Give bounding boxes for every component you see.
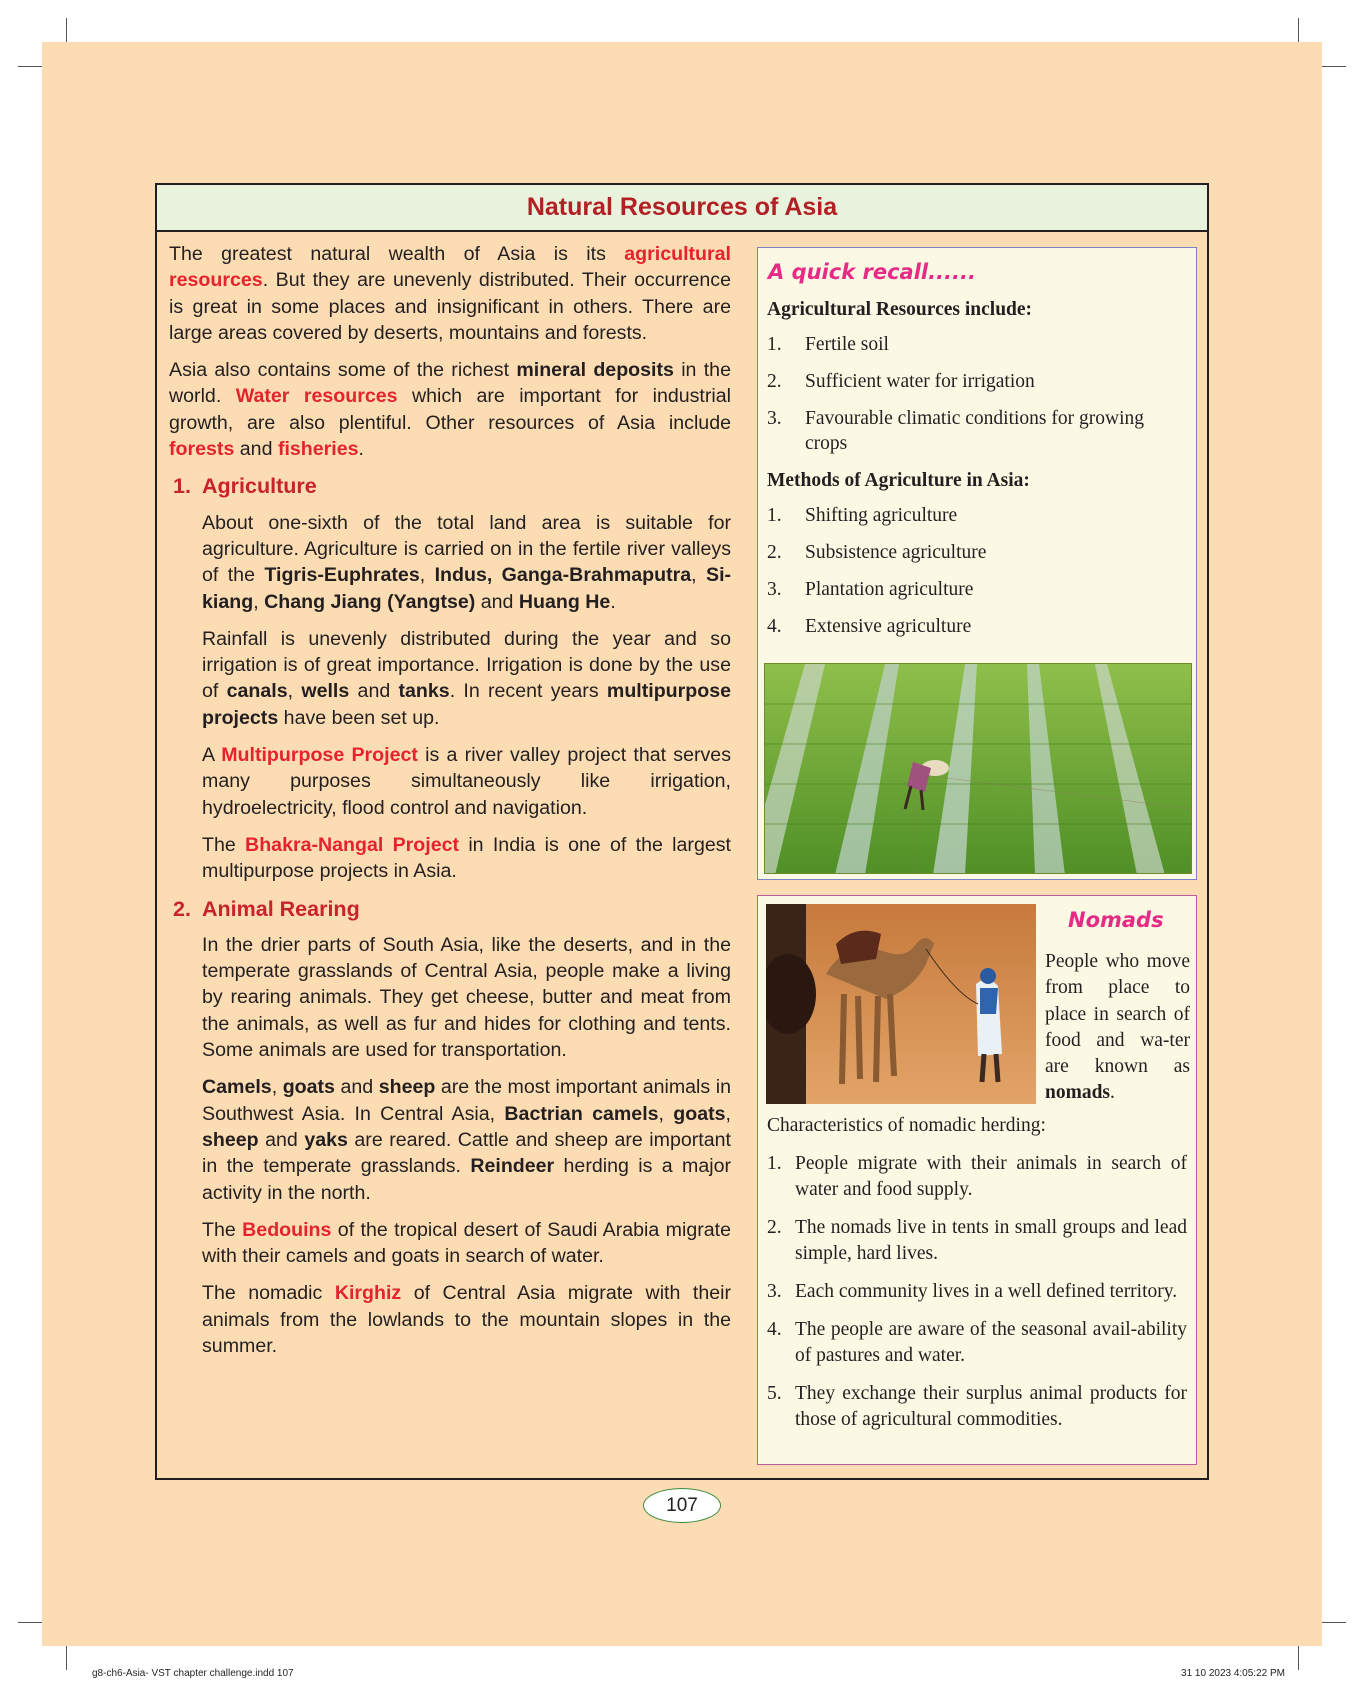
characteristics-list <box>767 1151 1187 1433</box>
rice-field-photo <box>764 663 1192 874</box>
list-item: 1. People migrate with their animals in search of water and food supply. <box>767 1153 1187 1200</box>
page-number: 107 <box>643 1488 721 1523</box>
list-item: 1. Fertile soil <box>767 334 889 355</box>
list-item: 2. Sufficient water for irrigation <box>767 371 1035 392</box>
crop-mark <box>66 1646 67 1670</box>
characteristics-intro: Characteristics of nomadic herding: <box>767 1115 1046 1136</box>
quick-recall-box <box>757 247 1197 880</box>
methods-heading: Methods of Agriculture in Asia: <box>767 470 1030 491</box>
list-item: 3. Plantation agriculture <box>767 579 974 600</box>
animal-rearing-paragraph: Camels, goats and sheep are the most important animals in Southwest Asia. In Central Asia, Bactrian camels, goats, sheep and yaks are reared. Cattle and sheep are important in the temperate grasslands. Reindeer herding is a major activity in the north. <box>202 1076 731 1204</box>
resources-heading: Agricultural Resources include: <box>767 299 1033 320</box>
main-text-column <box>169 241 731 1370</box>
intro-paragraph: Asia also contains some of the richest mineral deposits in the world. Water resources which are important for industrial growth, are also plentiful. Other resources of Asia include forests and fisheries. <box>169 359 732 461</box>
crop-mark <box>1298 1646 1299 1670</box>
list-item: 3. Favourable climatic conditions for growing crops <box>767 408 1145 454</box>
quick-recall-title: A quick recall...... <box>768 260 976 284</box>
list-item: 5. They exchange their surplus animal products for those of agricultural commodities. <box>767 1383 1187 1430</box>
list-item: 3. Each community lives in a well defined territory. <box>767 1281 1178 1302</box>
resources-list <box>767 332 1187 456</box>
title-bar <box>157 185 1207 232</box>
crop-mark <box>1298 18 1299 42</box>
nomadic-herding-characteristics <box>767 1113 1187 1445</box>
crop-mark <box>1322 66 1346 67</box>
nomads-box <box>757 895 1197 1465</box>
agriculture-paragraph: About one-sixth of the total land area is suitable for agriculture. Agriculture is carried on in the fertile river valleys of the Tigris-Euphrates, Indus, Ganga-Brahmaputra, Si-kiang, Chang Jiang (Yangtse) and Huang He. <box>202 511 732 613</box>
slug-filename: g8-ch6-Asia- VST chapter challenge.indd 107 <box>92 1668 294 1679</box>
crop-mark <box>66 18 67 42</box>
animal-rearing-paragraph: The nomadic Kirghiz of Central Asia migrate with their animals from the lowlands to the mountain slopes in the summer. <box>202 1282 731 1357</box>
nomads-definition: People who move from place to place in search of food and wa-ter are known as nomads. <box>1045 951 1190 1104</box>
nomads-title: Nomads <box>1068 908 1164 932</box>
crop-mark <box>1322 1622 1346 1623</box>
slug-timestamp: 31 10 2023 4:05:22 PM <box>1181 1668 1285 1679</box>
list-item: 1. Shifting agriculture <box>767 505 958 526</box>
list-item: 2. The nomads live in tents in small groups and lead simple, hard lives. <box>767 1217 1187 1264</box>
camel-caravan-photo <box>766 904 1036 1104</box>
animal-rearing-paragraph: The Bedouins of the tropical desert of Saudi Arabia migrate with their camels and goats in search of water. <box>202 1218 731 1268</box>
list-item: 4. Extensive agriculture <box>767 616 972 637</box>
intro-paragraph: The greatest natural wealth of Asia is its agricultural resources. But they are unevenly distributed. Their occurrence is great in some places and insignificant in others. There are large areas covered by deserts, mountains and forests. <box>169 243 731 344</box>
page-title: Natural Resources of Asia <box>526 193 838 221</box>
agriculture-paragraph: The Bhakra-Nangal Project in India is one of the largest multipurpose projects in Asia. <box>202 833 731 883</box>
methods-list <box>767 503 1187 639</box>
list-item: 4. The people are aware of the seasonal avail-ability of pastures and water. <box>767 1319 1187 1366</box>
list-item: 2. Subsistence agriculture <box>767 542 987 563</box>
section-heading-agriculture: 1. Agriculture <box>173 474 317 499</box>
agriculture-paragraph: Rainfall is unevenly distributed during the year and so irrigation is of great importance. Irrigation is done by the use of canals, wells and tanks. In recent years multipurpose projects have been set up. <box>202 627 731 729</box>
agriculture-paragraph: A Multipurpose Project is a river valley project that serves many purposes simultaneously like irrigation, hydroelectricity, flood control and navigation. <box>202 744 732 819</box>
animal-rearing-paragraph: In the drier parts of South Asia, like the deserts, and in the temperate grasslands of Central Asia, people make a living by rearing animals. They get cheese, butter and meat from the animals, as well as fur and hides for clothing and tents. Some animals are used for transportation. <box>202 933 731 1062</box>
crop-mark <box>18 66 42 67</box>
content-frame <box>155 183 1209 1480</box>
section-heading-animal-rearing: 2. Animal Rearing <box>173 896 360 921</box>
crop-mark <box>18 1622 42 1623</box>
